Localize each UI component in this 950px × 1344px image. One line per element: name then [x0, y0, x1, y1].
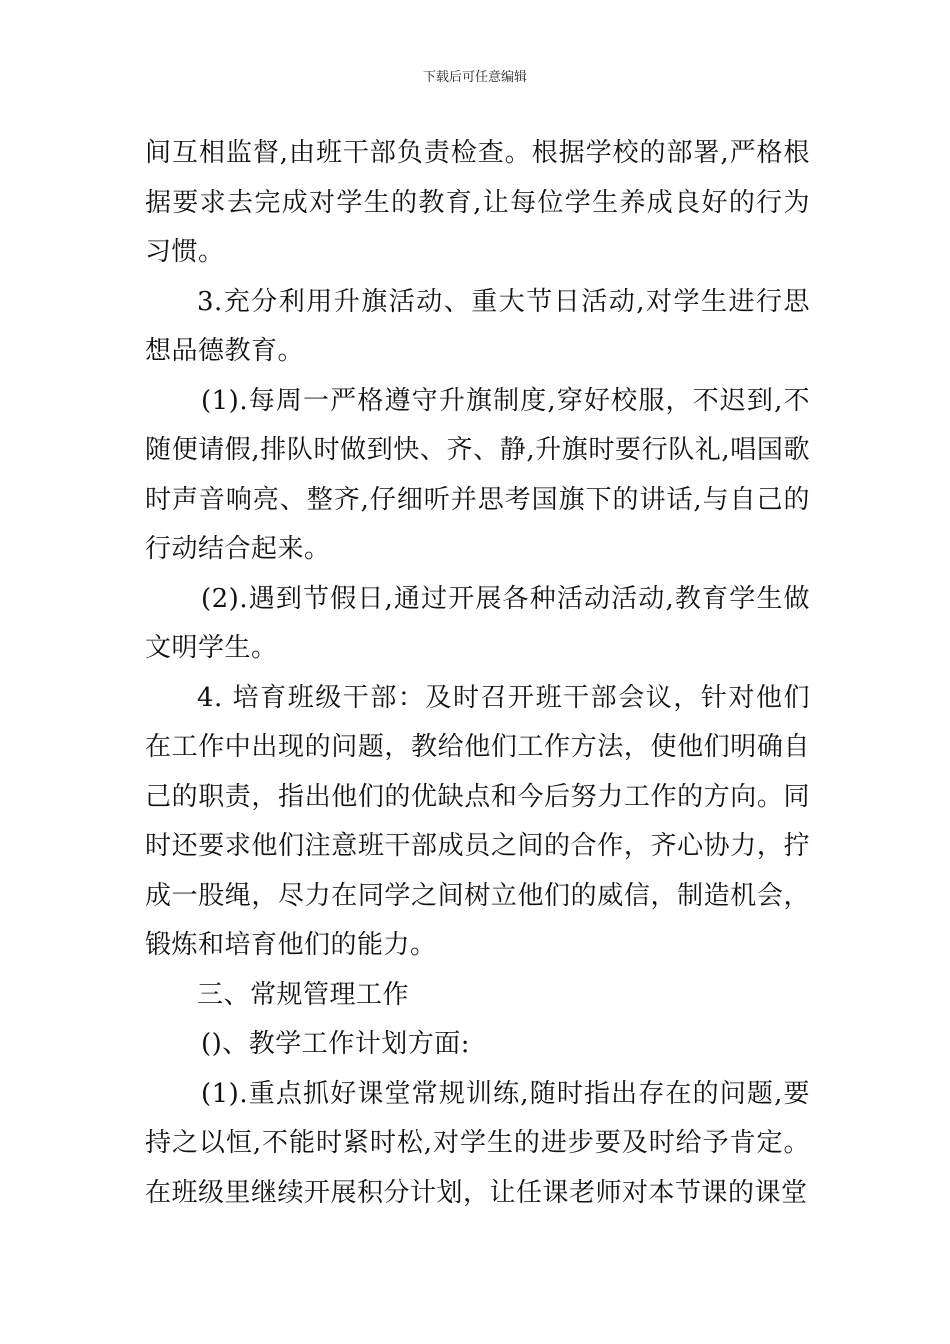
paragraph-flag-raising: 3.充分利用升旗活动、重大节日活动,对学生进行思想品德教育。	[145, 286, 810, 366]
section-heading-routine-management: 三、常规管理工作	[197, 979, 410, 1010]
document-body	[145, 129, 810, 1218]
subsection-heading-teaching-plan: ()、教学工作计划方面:	[201, 1029, 471, 1059]
paragraph-item-1: (1).每周一严格遵守升旗制度,穿好校服，不迟到,不随便请假,排队时做到快、齐、静,升旗时要行队礼,唱国歌时声音响亮、整齐,仔细听并思考国旗下的讲话,与自己的行动结合起来。	[145, 385, 810, 564]
paragraph-class-cadres: 4. 培育班级干部：及时召开班干部会议，针对他们在工作中出现的问题，教给他们工作方法，使他们明确自己的职责，指出他们的优缺点和今后努力工作的方向。同时还要求他们注意班干部成员之间的合作，齐心协力，拧成一股绳，尽力在同学之间树立他们的威信，制造机会，锻炼和培育他们的能力。	[145, 682, 810, 960]
paragraph-classroom-training: (1).重点抓好课堂常规训练,随时指出存在的问题,要持之以恒,不能时紧时松,对学生的进步要及时给予肯定。在班级里继续开展积分计划，让任课老师对本节课的课堂	[145, 1078, 810, 1208]
paragraph-item-2: (2).遇到节假日,通过开展各种活动活动,教育学生做文明学生。	[145, 583, 810, 663]
paragraph-continuation: 间互相监督,由班干部负责检查。根据学校的部署,严格根据要求去完成对学生的教育,让每位学生养成良好的行为习惯。	[145, 138, 810, 267]
page-header-note: 下载后可任意编辑	[422, 70, 527, 85]
